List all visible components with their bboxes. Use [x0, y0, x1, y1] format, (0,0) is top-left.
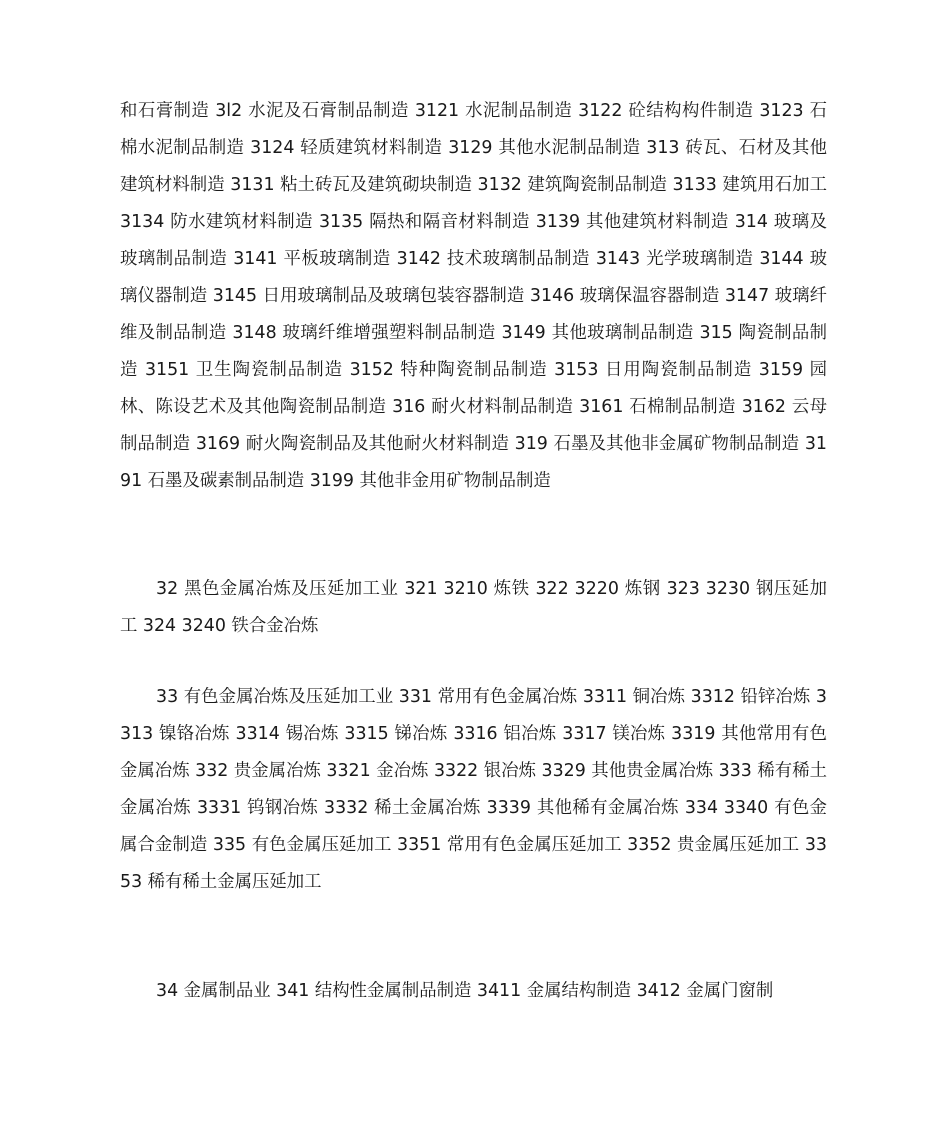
- paragraph-34-metal-products: 34 金属制品业 341 结构性金属制品制造 3411 金属结构制造 3412 金属门窗制: [156, 981, 774, 1001]
- paragraph-33-nonferrous-metals: 33 有色金属冶炼及压延加工业 331 常用有色金属冶炼 3311 铜冶炼 3312 铅锌冶炼 3313 镍铬冶炼 3314 锡冶炼 3315 锑冶炼 3316 铝冶炼 3317 镁冶炼 3319 其他常用有色金属冶炼 332 贵金属冶炼 3321 金冶炼 3322 银冶炼 3329 其他贵金属冶炼 333 稀有稀土金属冶炼 3331 钨钢冶炼 3332 稀土金属冶炼 3339 其他稀有金属冶炼 334 3340 有色金属合金制造 335 有色金属压延加工 3351 常用有色金属压延加工 3352 贵金属压延加工 3353 稀有稀土金属压延加工: [120, 687, 827, 892]
- paragraph-32-ferrous-metals: 32 黑色金属冶炼及压延加工业 321 3210 炼铁 322 3220 炼钢 323 3230 钢压延加工 324 3240 铁合金冶炼: [120, 579, 827, 636]
- paragraph-31-continued: 和石膏制造 3l2 水泥及石膏制品制造 3121 水泥制品制造 3122 砼结构构件制造 3123 石棉水泥制品制造 3124 轻质建筑材料制造 3129 其他水泥制品制造 313 砖瓦、石材及其他建筑材料制造 3131 粘土砖瓦及建筑砌块制造 3132 建筑陶瓷制品制造 3133 建筑用石加工 3134 防水建筑材料制造 3135 隔热和隔音材料制造 3139 其他建筑材料制造 314 玻璃及玻璃制品制造 3141 平板玻璃制造 3142 技术玻璃制品制造 3143 光学玻璃制造 3144 玻璃仪器制造 3145 日用玻璃制品及玻璃包装容器制造 3146 玻璃保温容器制造 3147 玻璃纤维及制品制造 3148 玻璃纤维增强塑料制品制造 3149 其他玻璃制品制造 315 陶瓷制品制造 3151 卫生陶瓷制品制造 3152 特种陶瓷制品制造 3153 日用陶瓷制品制造 3159 园林、陈设艺术及其他陶瓷制品制造 316 耐火材料制品制造 3161 石棉制品制造 3162 云母制品制造 3169 耐火陶瓷制品及其他耐火材料制造 319 石墨及其他非金属矿物制品制造 3191 石墨及碳素制品制造 3199 其他非金用矿物制品制造: [120, 101, 827, 491]
